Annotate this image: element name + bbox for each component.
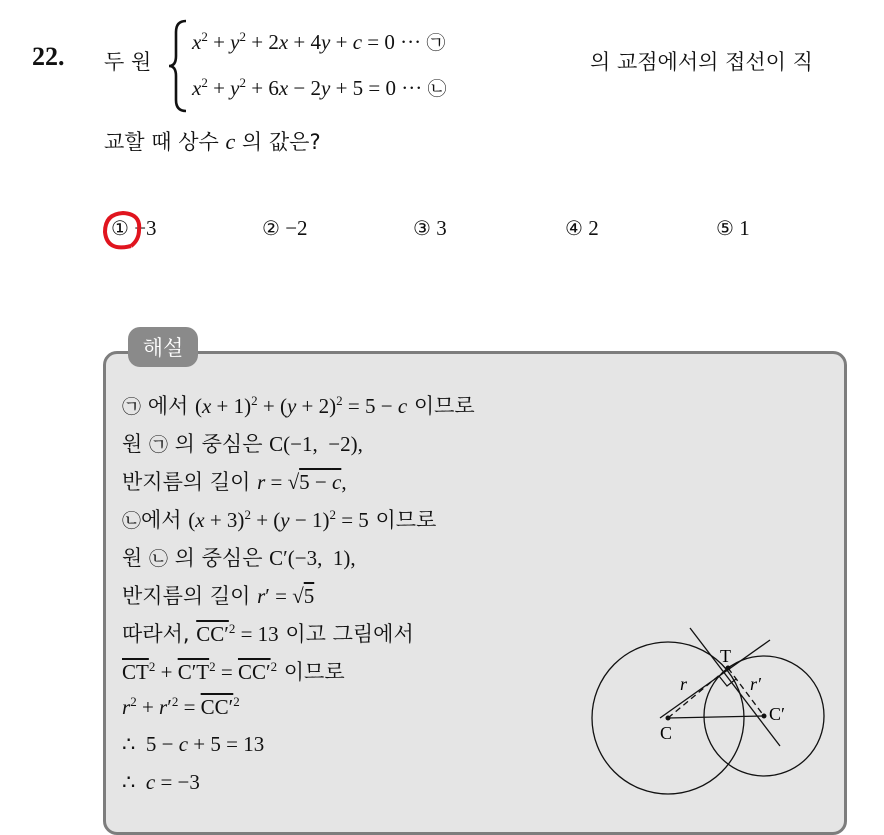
choice-1[interactable]: ① −3: [111, 216, 157, 240]
choice-2[interactable]: ② −2: [262, 216, 308, 240]
solution-line-10: ∴ 5 − c + 5 = 13: [122, 732, 265, 756]
solution-line-8: $\overline{CT}^2 + C'T^2 = CC'^2$ 이므로: [122, 659, 345, 684]
equation-2: $x^2 + y^2 + 6x - 2y + 5 = 0$ ··· ㉡: [192, 75, 447, 100]
point-c-prime: [762, 714, 767, 719]
label-r: r: [680, 674, 688, 694]
solution-line-5: 원 ㉡ 의 중심은 C′(−3, 1),: [122, 546, 356, 570]
solution-line-3: 반지름의 길이 r = √5 − c,: [122, 470, 347, 494]
equation-2-mark: ㉡: [427, 78, 447, 100]
question-text-c: 교할 때 상수 c 의 값은?: [104, 129, 321, 154]
selected-answer-circle: [101, 208, 145, 252]
tangent-circles-figure: [590, 620, 830, 800]
left-brace: [166, 18, 190, 114]
label-c: C: [660, 723, 673, 743]
question-text-b: 의 교점에서의 접선이 직: [590, 50, 813, 74]
label-r-prime: r′: [750, 674, 761, 694]
solution-line-4: ㉡에서 $(x + 3)^2 + (y - 1)^2 = 5$ 이므로: [122, 507, 437, 532]
choice-3[interactable]: ③ 3: [413, 216, 447, 240]
solution-line-9: $r^2 + r'^2 = CC'^2$: [122, 694, 240, 719]
chord-cc-prime: [668, 716, 764, 718]
label-c-prime: C′: [769, 704, 785, 724]
point-c: [666, 716, 671, 721]
choice-5[interactable]: ⑤ 1: [716, 216, 750, 240]
equation-1: $x^2 + y^2 + 2x + 4y + c = 0$ ··· ㉠: [192, 29, 446, 54]
question-text-a: 두 원: [104, 50, 152, 74]
question-number: 22.: [32, 42, 65, 71]
solution-line-7: 따라서, $CC'^2 = 13$ 이고 그림에서: [122, 621, 414, 646]
point-t: [726, 666, 731, 671]
solution-line-2: 원 ㉠ 의 중심은 C(−1, −2),: [122, 432, 363, 456]
solution-line-1: ㉠ 에서 $(x + 1)^2 + (y + 2)^2 = 5 - c$ 이므로: [122, 393, 475, 418]
equation-1-mark: ㉠: [426, 32, 446, 54]
solution-line-6: 반지름의 길이 r′ = √5: [122, 584, 315, 608]
solution-line-11: ∴ c = −3: [122, 770, 200, 794]
solution-tag: 해설: [128, 327, 198, 367]
label-t: T: [720, 646, 731, 666]
choice-4[interactable]: ④ 2: [565, 216, 599, 240]
